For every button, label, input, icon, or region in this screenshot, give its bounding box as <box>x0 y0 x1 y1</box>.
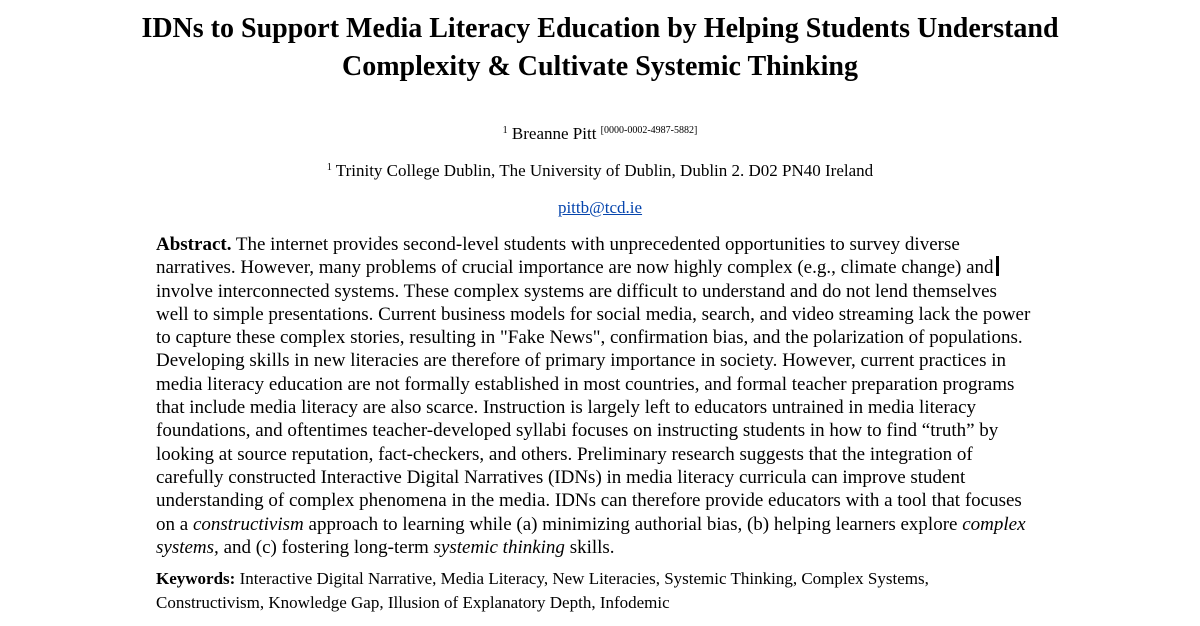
abstract-line: well to simple presentations. Current business models for social media, search, and video streaming lack the power <box>156 303 1031 325</box>
keywords-label: Keywords: <box>156 569 236 588</box>
author-line <box>0 122 1200 146</box>
abstract-line: media literacy education are not formally established in most countries, and formal teacher preparation programs <box>156 373 1015 395</box>
keywords-line: Constructivism, Knowledge Gap, Illusion of Explanatory Depth, Infodemic <box>156 592 670 612</box>
author-affiliation-marker: 1 <box>502 125 508 136</box>
author-orcid: [0000-0002-4987-5882] <box>600 125 698 136</box>
abstract <box>156 233 1061 559</box>
abstract-emphasis: complex <box>962 513 1026 535</box>
abstract-emphasis: systemic thinking <box>433 536 565 558</box>
email-line <box>0 196 1200 220</box>
affiliation-line <box>0 159 1200 183</box>
title-line-1: IDNs to Support Media Literacy Education by Helping Students Understand <box>141 13 1059 44</box>
abstract-text: approach to learning while (a) minimizing authorial bias, (b) helping learners explore <box>303 513 963 535</box>
affiliation-marker: 1 <box>326 162 332 173</box>
abstract-line: involve interconnected systems. These complex systems are difficult to understand and do not lend themselves <box>156 280 997 302</box>
title-line-2: Complexity & Cultivate Systemic Thinking <box>342 51 858 82</box>
affiliation-text: Trinity College Dublin, The University of Dublin, Dublin 2. D02 PN40 Ireland <box>335 161 874 180</box>
abstract-line <box>156 513 1061 536</box>
text-cursor <box>996 256 999 276</box>
abstract-text: on a <box>156 513 193 535</box>
abstract-line: understanding of complex phenomena in the media. IDNs can therefore provide educators with a tool that focuses <box>156 490 1022 512</box>
abstract-label: Abstract. <box>156 234 232 255</box>
paper-title <box>100 10 1100 86</box>
abstract-line: looking at source reputation, fact-checkers, and others. Preliminary research suggests that the integration of <box>156 443 973 465</box>
abstract-line <box>156 233 1061 256</box>
abstract-line: that include media literacy are also scarce. Instruction is largely left to educators untrained in media literacy <box>156 397 977 419</box>
abstract-text: and (c) fostering long-term <box>218 536 434 558</box>
abstract-text: narratives. However, many problems of crucial importance are now highly complex (e.g., climate change) and <box>156 257 994 279</box>
abstract-line <box>156 536 1061 559</box>
keywords <box>156 567 1061 614</box>
author-name: Breanne Pitt <box>511 124 597 143</box>
abstract-line: to capture these complex stories, resulting in "Fake News", confirmation bias, and the polarization of populations. <box>156 327 1023 349</box>
abstract-text: The internet provides second-level students with unprecedented opportunities to survey diverse <box>235 234 960 255</box>
abstract-emphasis: systems, <box>156 536 219 558</box>
abstract-line: Developing skills in new literacies are therefore of primary importance in society. However, current practices in <box>156 350 1007 372</box>
abstract-text: skills. <box>564 536 615 558</box>
abstract-line: carefully constructed Interactive Digital Narratives (IDNs) in media literacy curricula can improve student <box>156 466 966 488</box>
abstract-line: foundations, and oftentimes teacher-developed syllabi focuses on instructing students in how to find “truth” by <box>156 420 999 442</box>
abstract-line <box>156 256 1061 279</box>
keywords-line <box>156 567 1061 591</box>
abstract-emphasis: constructivism <box>192 513 304 535</box>
email-link[interactable]: pittb@tcd.ie <box>557 198 643 217</box>
keywords-text: Interactive Digital Narrative, Media Literacy, New Literacies, Systemic Thinking, Complex Systems, <box>239 569 929 588</box>
